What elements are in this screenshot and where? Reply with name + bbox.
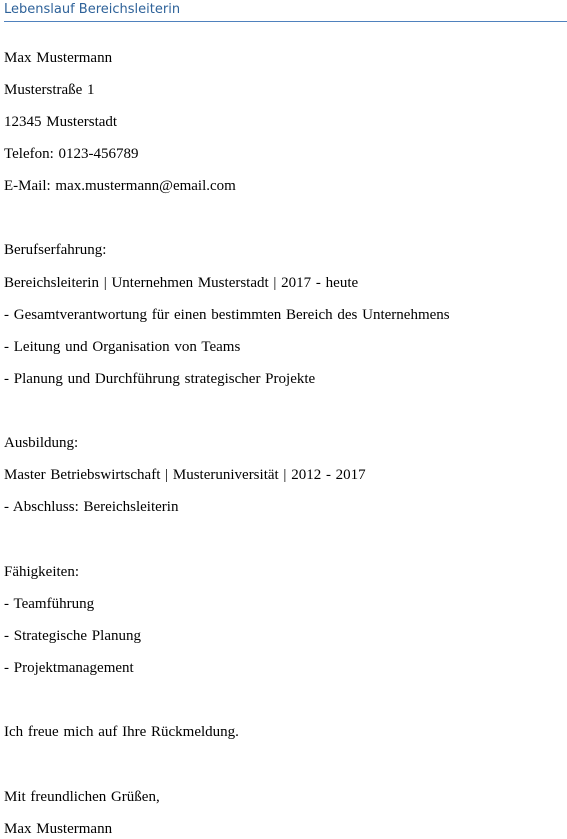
education-heading: Ausbildung: [4, 435, 79, 451]
contact-email: E-Mail: max.mustermann@email.com [4, 178, 236, 194]
contact-phone: Telefon: 0123-456789 [4, 146, 139, 162]
contact-street: Musterstraße 1 [4, 82, 95, 98]
document-title: Lebenslauf Bereichsleiterin [4, 2, 181, 17]
experience-item: - Gesamtverantwortung für einen bestimmten Bereich des Unternehmens [4, 307, 450, 323]
closing-greeting: Mit freundlichen Grüßen, [4, 789, 160, 805]
education-item: - Abschluss: Bereichsleiterin [4, 499, 179, 515]
experience-heading: Berufserfahrung: [4, 242, 107, 258]
skills-item: - Strategische Planung [4, 628, 141, 644]
experience-item: - Planung und Durchführung strategischer Projekte [4, 371, 316, 387]
education-degree: Master Betriebswirtschaft | Musteruniversität | 2012 - 2017 [4, 467, 366, 483]
experience-item: - Leitung und Organisation von Teams [4, 339, 241, 355]
closing-statement: Ich freue mich auf Ihre Rückmeldung. [4, 724, 239, 740]
signature-name: Max Mustermann [4, 821, 113, 837]
skills-item: - Projektmanagement [4, 660, 134, 676]
skills-item: - Teamführung [4, 596, 95, 612]
experience-position: Bereichsleiterin | Unternehmen Musterstadt | 2017 - heute [4, 275, 359, 291]
header-divider [4, 21, 567, 22]
skills-heading: Fähigkeiten: [4, 564, 79, 580]
contact-name: Max Mustermann [4, 50, 113, 66]
document-header [4, 0, 567, 22]
contact-city: 12345 Musterstadt [4, 114, 118, 130]
